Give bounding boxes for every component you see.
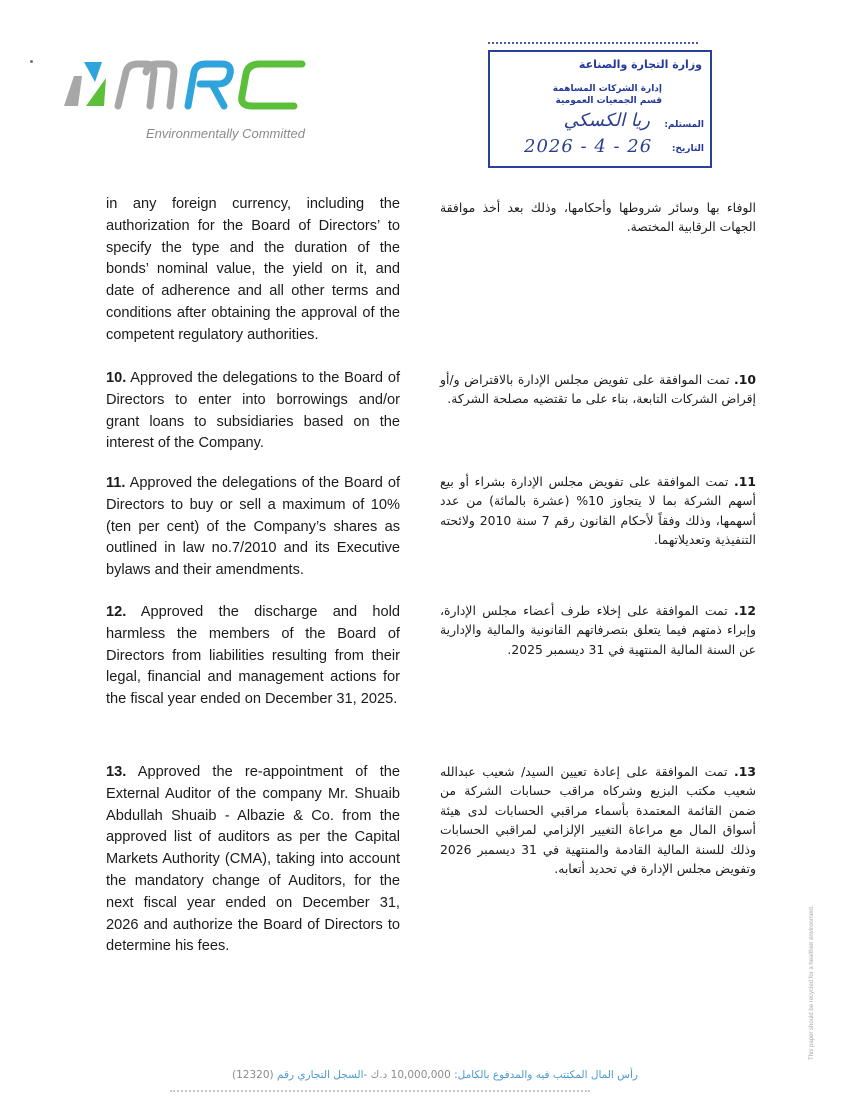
mrc-logo-graphic	[62, 60, 322, 110]
item-text-arabic: تمت الموافقة على إعادة تعيين السيد/ شعيب عبدالله شعيب مكتب البزيع وشركاه مراقب حسابات الشركة من ضمن القائمة المعتمدة بأسماء مراقبي الحسابات لدى هيئة أسواق المال مع مراعاة التغيير الإلزامي لمراقبي الحسابات وذلك للسنة المالية القادمة والمنتهية في 31 ديسمبر 2026 وتفويض مجلس الإدارة في تحديد أتعابه.	[440, 764, 756, 877]
item-number: 12.	[106, 604, 127, 620]
item-number-arabic: 12.	[734, 603, 756, 618]
footer-cutoff-text	[170, 1090, 590, 1095]
footer-capital-value: 10,000,000	[390, 1069, 451, 1081]
item-text-arabic: تمت الموافقة على تفويض مجلس الإدارة بالاقتراض و/أو إقراض الشركات التابعة، بناء على ما تقتضيه مصلحة الشركة.	[440, 372, 756, 407]
item-text-arabic: تمت الموافقة على إخلاء طرف أعضاء مجلس الإدارة، وإبراء ذمتهم فيما يتعلق بتصرفاتهم القانونية والمالية والإدارية عن السنة المالية المنتهية في 31 ديسمبر 2025.	[440, 603, 756, 657]
company-logo	[62, 60, 322, 145]
item-number-arabic: 13.	[734, 764, 756, 779]
page-footer	[200, 1069, 670, 1081]
ministry-receipt-stamp	[488, 50, 712, 168]
stamp-department: إدارة الشركات المساهمة	[552, 84, 662, 94]
item-continuation-english	[106, 194, 400, 347]
logo-letter-r	[188, 64, 230, 106]
logo-tagline: Environmentally Committed	[146, 126, 305, 141]
logo-green-triangle	[86, 78, 106, 106]
item-10-english	[106, 368, 400, 455]
stamp-section: قسم الجمعيات العمومية	[555, 96, 662, 106]
item-number: 13.	[106, 764, 127, 780]
stamp-received-signature: ريا الكسكي	[563, 110, 650, 131]
item-number: 11.	[106, 475, 126, 491]
item-continuation-arabic	[440, 198, 756, 237]
item-13-arabic	[440, 762, 756, 878]
recycle-side-note: This paper should be recycled for a healthier environment.	[809, 905, 815, 1060]
item-number: 10.	[106, 370, 127, 386]
stamp-date-label: التاريخ:	[671, 144, 704, 154]
logo-letter-m	[118, 64, 174, 106]
item-text: in any foreign currency, including the authorization for the Board of Directors’ to specify the type and the duration of the bonds’ nominal value, the yield on it, and date of adherence and all other terms and conditions after obtaining the approval of the competent regulatory authorities.	[106, 196, 400, 343]
item-10-arabic	[440, 370, 756, 409]
item-text: Approved the delegations of the Board of Directors to buy or sell a maximum of 10% (ten per cent) of the Company’s shares as outlined in law no.7/2010 and its Executive bylaws and their amendments.	[106, 475, 400, 579]
item-text: Approved the delegations to the Board of Directors to enter into borrowings and/or grant loans to subsidiaries based on the interest of the Company.	[106, 370, 400, 452]
item-number-arabic: 11.	[734, 474, 756, 489]
item-13-english	[106, 762, 400, 958]
stamp-date-value: 2026 - 4 - 26	[524, 136, 653, 157]
logo-gray-triangle	[64, 76, 82, 106]
footer-registry-value: (12320)	[232, 1069, 274, 1081]
item-text: Approved the re-appointment of the External Auditor of the company Mr. Shuaib Abdullah Shuaib - Albazie & Co. from the approved list of auditors as per the Capital Markets Authority (CMA), taking into account the mandatory change of Auditors, for the next fiscal year ended on December 31, 2026 and authorize the Board of Directors to determine his fees.	[106, 764, 400, 955]
stamp-ministry: وزارة التجارة والصناعة	[578, 58, 702, 71]
footer-currency: د.ك	[370, 1069, 388, 1081]
item-number-arabic: 10.	[734, 372, 756, 387]
logo-letter-c	[242, 64, 302, 106]
scan-speck	[30, 60, 33, 63]
item-text: Approved the discharge and hold harmless the members of the Board of Directors from liabilities resulting from their legal, financial and management actions for the fiscal year ended on December 31, 2025.	[106, 604, 400, 708]
footer-capital-label: رأس المال المكتتب فيه والمدفوع بالكامل:	[454, 1069, 638, 1081]
item-12-arabic	[440, 601, 756, 659]
footer-registry-label: -السجل التجاري رقم	[276, 1069, 368, 1081]
item-11-arabic	[440, 472, 756, 550]
item-text-arabic: تمت الموافقة على تفويض مجلس الإدارة بشراء أو بيع أسهم الشركة بما لا يتجاوز 10% (عشرة بالمائة) من عدد أسهمها، وذلك وفقاً لأحكام القانون رقم 7 سنة 2010 ولائحته التنفيذية وتعديلاتهما.	[440, 474, 756, 548]
logo-blue-triangle	[84, 62, 102, 82]
stamp-received-label: المستلم:	[664, 120, 704, 130]
item-12-english	[106, 602, 400, 711]
stamp-dotted-line	[488, 42, 698, 44]
item-text-arabic: الوفاء بها وسائر شروطها وأحكامها، وذلك بعد أخذ موافقة الجهات الرقابية المختصة.	[440, 200, 756, 235]
item-11-english	[106, 473, 400, 582]
